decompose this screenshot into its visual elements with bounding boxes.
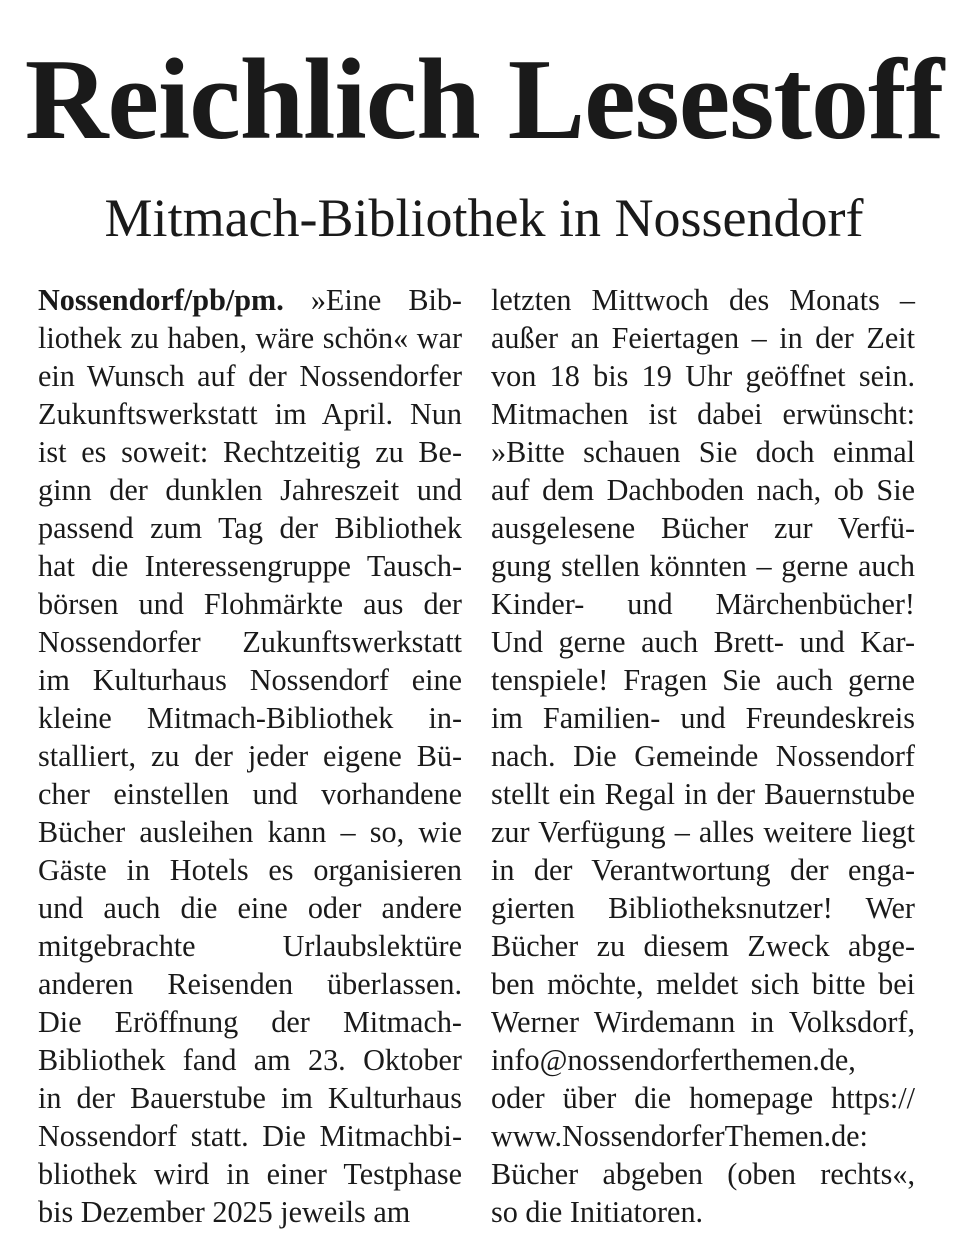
text-line-content: bis Dezember 2025 jeweils am [38, 1195, 411, 1229]
text-line [38, 1193, 462, 1231]
text-line-content: Kinder- und Märchenbücher! [491, 587, 915, 621]
text-line [38, 889, 462, 927]
text-line [38, 661, 462, 699]
text-line-content: zur Verfügung – alles weitere liegt [491, 815, 915, 849]
text-line-content: tenspiele! Fragen Sie auch gerne [491, 663, 915, 697]
text-line-content: Mitmachen ist dabei erwünscht: [491, 397, 915, 431]
text-line-content: stalliert, zu der jeder eigene Bü- [38, 739, 462, 773]
text-line-content: »Eine Bib- [283, 283, 462, 317]
text-line-content: Nossendorfer Zukunftswerkstatt [38, 625, 462, 659]
text-line [38, 1041, 462, 1079]
text-line-content: cher einstellen und vorhandene [38, 777, 462, 811]
text-line-content: Werner Wirdemann in Volksdorf, [491, 1005, 915, 1039]
text-line [38, 1079, 462, 1117]
text-line-content: anderen Reisenden überlassen. [38, 967, 462, 1001]
text-line-content: Bücher zu diesem Zweck abge- [491, 929, 915, 963]
text-line [491, 813, 915, 851]
text-line [38, 851, 462, 889]
text-line-content: info@nossendorferthemen.de, [491, 1043, 856, 1077]
text-line [491, 1117, 915, 1155]
text-line [38, 965, 462, 1003]
text-line-content: nach. Die Gemeinde Nossendorf [491, 739, 915, 773]
text-line [491, 889, 915, 927]
text-line-content: kleine Mitmach-Bibliothek in- [38, 701, 462, 735]
text-line [491, 1155, 915, 1193]
text-line [38, 1003, 462, 1041]
text-line-content: im Familien- und Freundeskreis [491, 701, 915, 735]
article-column-right [491, 281, 915, 1231]
text-line [38, 737, 462, 775]
text-line-content: Bücher ausleihen kann – so, wie [38, 815, 462, 849]
text-line-content: letzten Mittwoch des Monats – [491, 283, 915, 317]
text-line [491, 1193, 915, 1231]
text-line-content: außer an Feiertagen – in der Zeit [491, 321, 915, 355]
text-line-content: »Bitte schauen Sie doch einmal [491, 435, 915, 469]
text-line [491, 395, 915, 433]
text-line [38, 927, 462, 965]
text-line-content: und auch die eine oder andere [38, 891, 462, 925]
text-line-content: Nossendorf statt. Die Mitmachbi- [38, 1119, 462, 1153]
text-line [491, 433, 915, 471]
text-line [491, 851, 915, 889]
text-line-content: Zukunftswerkstatt im April. Nun [38, 397, 462, 431]
text-line [491, 509, 915, 547]
text-line [491, 585, 915, 623]
text-line-content: www.NossendorferThemen.de: [491, 1119, 868, 1153]
text-line [38, 585, 462, 623]
text-line [491, 471, 915, 509]
text-line-content: im Kulturhaus Nossendorf eine [38, 663, 462, 697]
text-line [491, 623, 915, 661]
text-line-content: hat die Interessengruppe Tausch- [38, 549, 462, 583]
text-line-content: oder über die homepage https:// [491, 1081, 915, 1115]
text-line-content: Die Eröffnung der Mitmach- [38, 1005, 462, 1039]
text-line-content: Bibliothek fand am 23. Oktober [38, 1043, 462, 1077]
article-column-left [38, 281, 462, 1231]
text-line-content: ginn der dunklen Jahreszeit und [38, 473, 462, 507]
text-line [38, 281, 462, 319]
text-line-content: in der Verantwortung der enga- [491, 853, 915, 887]
text-line [38, 623, 462, 661]
text-line [38, 1155, 462, 1193]
text-line [491, 281, 915, 319]
text-line [38, 547, 462, 585]
text-line [491, 1003, 915, 1041]
text-line [491, 1079, 915, 1117]
text-line-content: passend zum Tag der Bibliothek [38, 511, 462, 545]
text-line-content: in der Bauerstube im Kulturhaus [38, 1081, 462, 1115]
text-line-content: Gäste in Hotels es organisieren [38, 853, 462, 887]
text-line-content: auf dem Dachboden nach, ob Sie [491, 473, 915, 507]
text-line-content: liothek zu haben, wäre schön« war [38, 321, 462, 355]
text-line [38, 395, 462, 433]
text-line [491, 965, 915, 1003]
text-line [491, 699, 915, 737]
article-dateline: Nossendorf/pb/pm. [38, 283, 284, 317]
text-line [38, 813, 462, 851]
article-subheadline: Mitmach-Bibliothek in Nossendorf [104, 188, 864, 248]
text-line [38, 471, 462, 509]
text-line [491, 1041, 915, 1079]
text-line [38, 775, 462, 813]
text-line-content: bliothek wird in einer Testphase [38, 1157, 462, 1191]
article-headline: Reichlich Lesestoff [24, 36, 944, 164]
text-line [38, 509, 462, 547]
text-line [491, 357, 915, 395]
text-line-content: ben möchte, meldet sich bitte bei [491, 967, 915, 1001]
text-line [491, 927, 915, 965]
text-line-content: stellt ein Regal in der Bauernstube [491, 777, 915, 811]
text-line [491, 775, 915, 813]
text-line-content: mitgebrachte Urlaubslektüre [38, 929, 462, 963]
text-line-content: ist es soweit: Rechtzeitig zu Be- [38, 435, 462, 469]
text-line-content: ein Wunsch auf der Nossendorfer [38, 359, 462, 393]
text-line [38, 319, 462, 357]
text-line [38, 433, 462, 471]
text-line-content: börsen und Flohmärkte aus der [38, 587, 462, 621]
text-line [491, 737, 915, 775]
text-line [38, 699, 462, 737]
text-line-content: gung stellen könnten – gerne auch [491, 549, 915, 583]
text-line-content: Und gerne auch Brett- und Kar- [491, 625, 915, 659]
text-line [38, 357, 462, 395]
text-line [491, 661, 915, 699]
text-line-content: so die Initiatoren. [491, 1195, 704, 1229]
text-line [38, 1117, 462, 1155]
text-line-content: von 18 bis 19 Uhr geöffnet sein. [491, 359, 915, 393]
text-line [491, 547, 915, 585]
text-line-content: ausgelesene Bücher zur Verfü- [491, 511, 915, 545]
text-line [491, 319, 915, 357]
text-line-content: gierten Bibliotheksnutzer! Wer [491, 891, 915, 925]
text-line-content: Bücher abgeben (oben rechts«, [491, 1157, 915, 1191]
